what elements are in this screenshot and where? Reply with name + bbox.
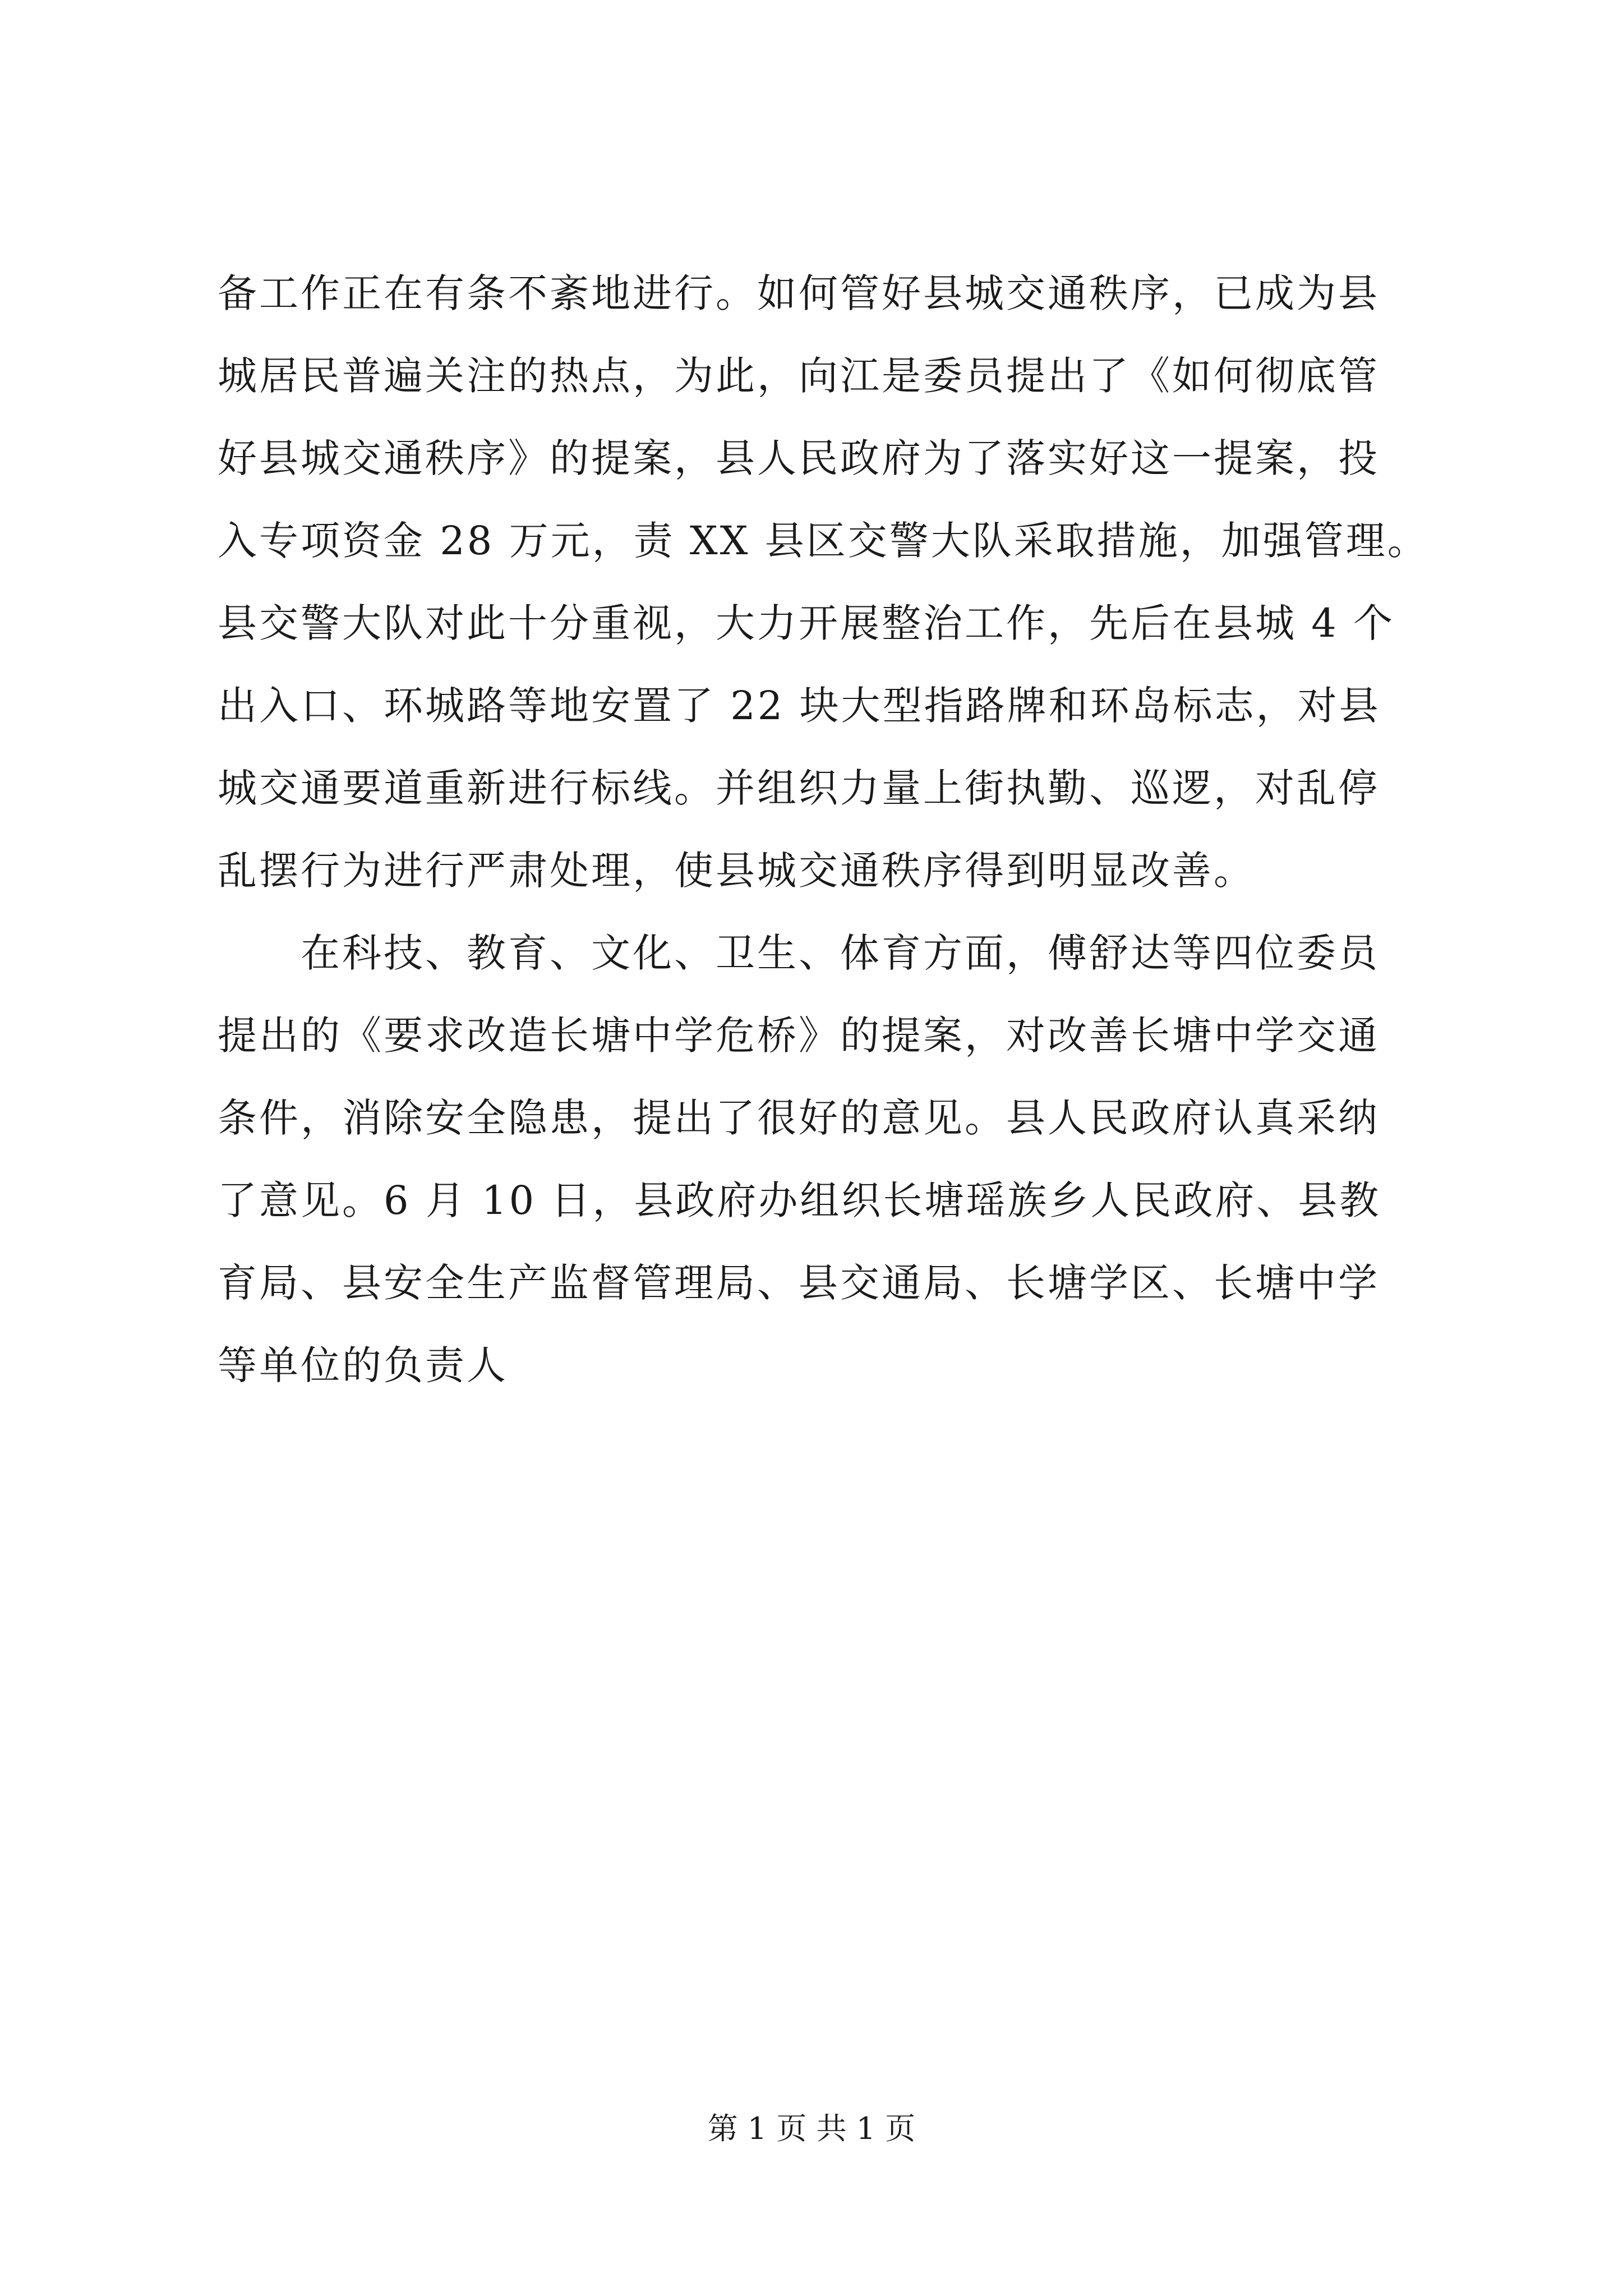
text-line: 出入口、环城路等地安置了 22 块大型指路牌和环岛标志，对县 (218, 683, 1381, 729)
page-footer (0, 2109, 1623, 2148)
text-line: 城交通要道重新进行标线。并组织力量上街执勤、巡逻，对乱停 (218, 765, 1380, 811)
text-line: 备工作正在有条不紊地进行。如何管好县城交通秩序，已成为县 (218, 270, 1380, 316)
text-line: 好县城交通秩序》的提案，县人民政府为了落实好这一提案，投 (218, 435, 1380, 481)
text-line: 在科技、教育、文化、卫生、体育方面，傅舒达等四位委员 (218, 930, 1380, 976)
text-line: 等单位的负责人 (218, 1342, 508, 1388)
text-line: 育局、县安全生产监督管理局、县交通局、长塘学区、长塘中学 (218, 1260, 1380, 1306)
text-line: 了意见。6 月 10 日，县政府办组织长塘瑶族乡人民政府、县教 (218, 1177, 1381, 1223)
text-line: 乱摆行为进行严肃处理，使县城交通秩序得到明显改善。 (218, 848, 1255, 894)
text-line: 提出的《要求改造长塘中学危桥》的提案，对改善长塘中学交通 (218, 1013, 1380, 1059)
text-line: 条件，消除安全隐患，提出了很好的意见。县人民政府认真采纳 (218, 1095, 1380, 1141)
text-line: 入专项资金 28 万元，责 XX 县区交警大队采取措施，加强管理。 (218, 518, 1429, 564)
body-text (218, 252, 1429, 1407)
page-number-label: 第 1 页 共 1 页 (707, 2111, 916, 2146)
text-line: 城居民普遍关注的热点，为此，向江是委员提出了《如何彻底管 (218, 353, 1380, 399)
text-line: 县交警大队对此十分重视，大力开展整治工作，先后在县城 4 个 (218, 600, 1395, 646)
